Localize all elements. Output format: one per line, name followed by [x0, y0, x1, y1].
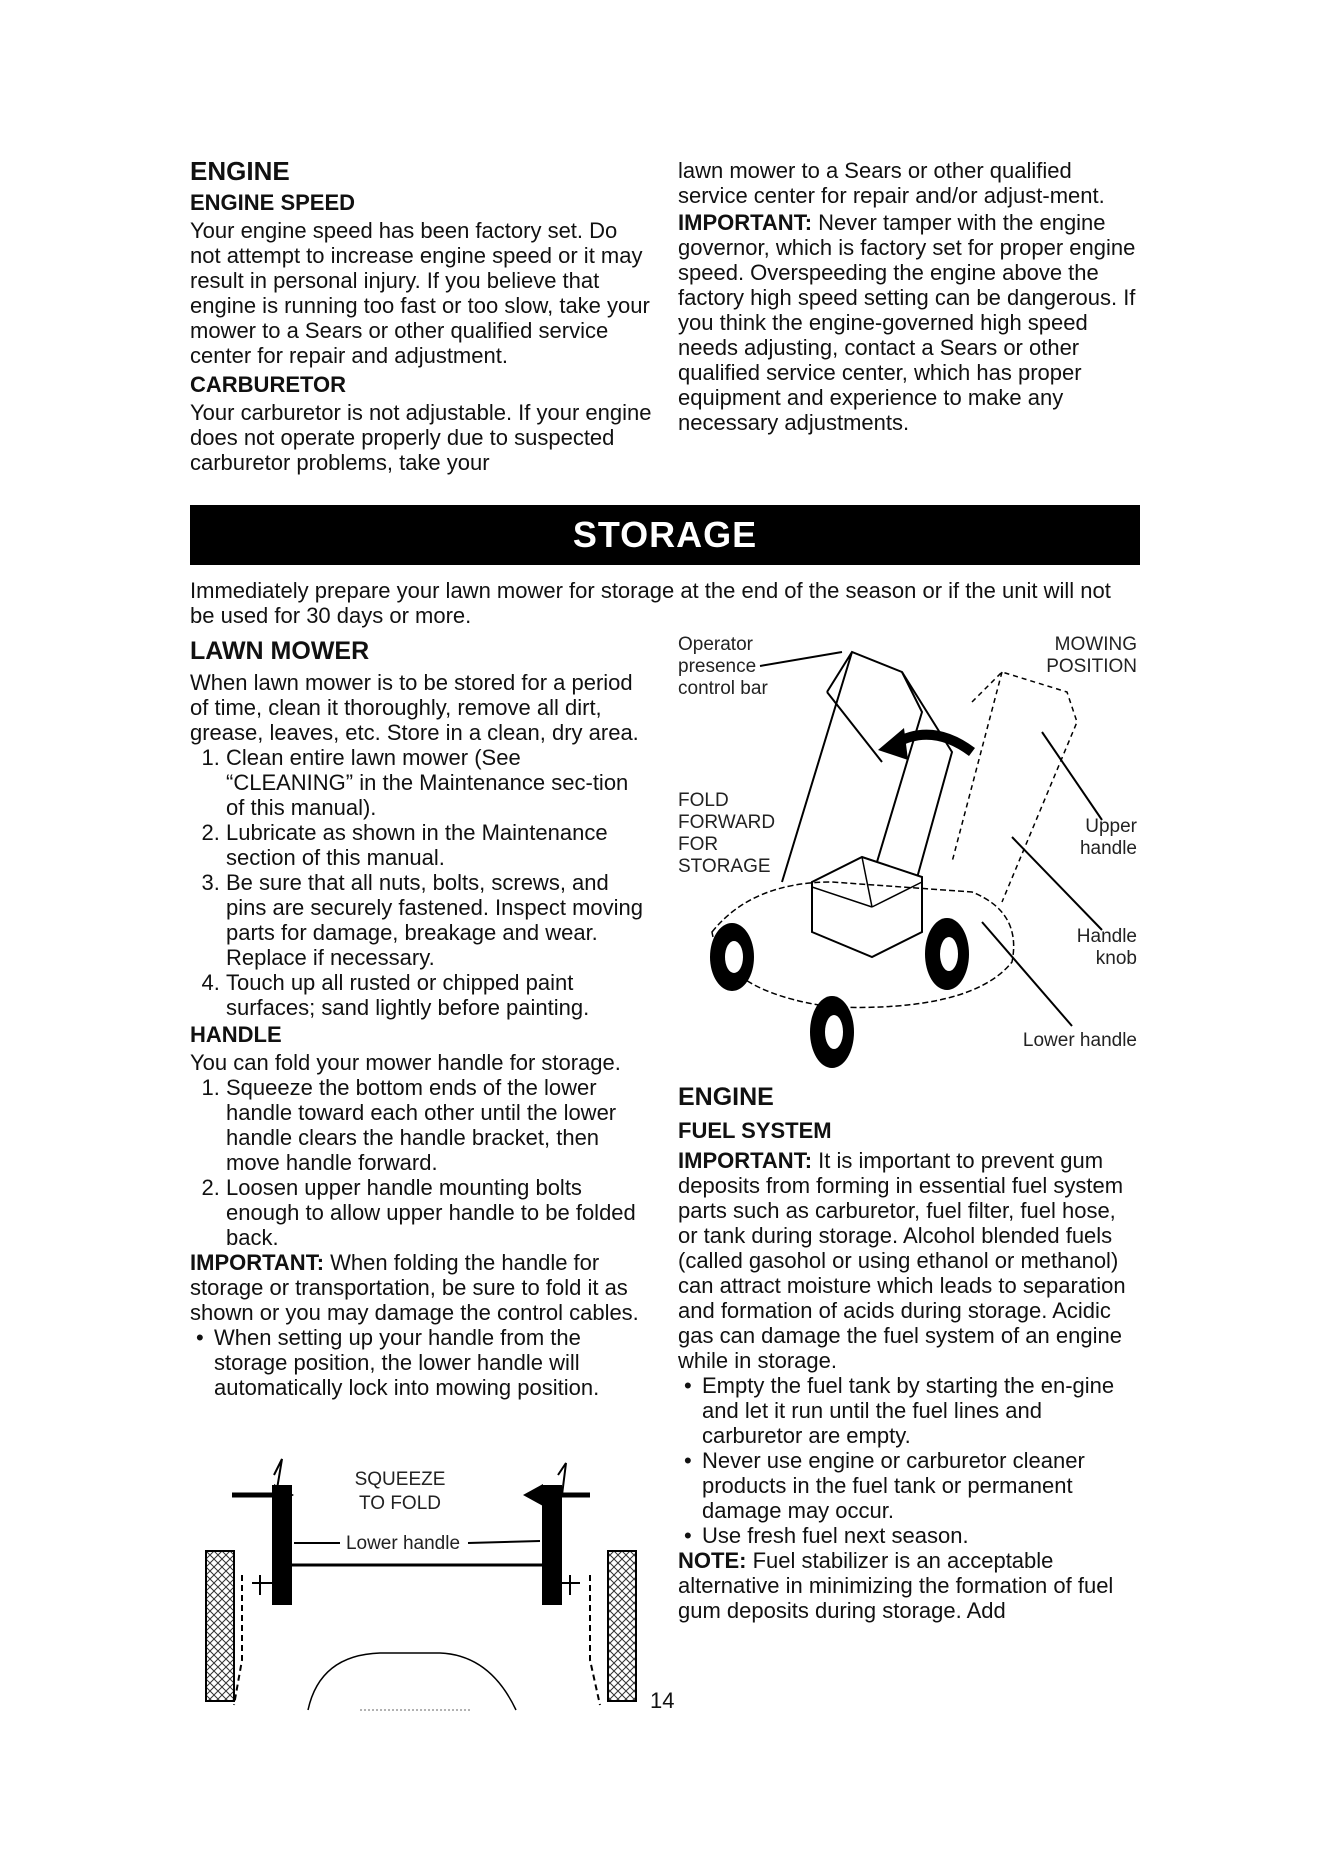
handle-bullet: • When setting up your handle from the storage position, the lower handle will automatically lock into mowing position. — [214, 1325, 652, 1400]
important-label: IMPORTANT: — [190, 1250, 325, 1275]
fold-label-2: FORWARD — [678, 812, 776, 833]
note-paragraph — [678, 1548, 1140, 1623]
carburetor-heading: CARBURETOR — [190, 372, 347, 397]
lawn-mower-step: 2. Lubricate as shown in the Maintenance section of this manual. — [226, 820, 652, 870]
fold-label-3: FOR — [678, 834, 719, 855]
storage-intro — [190, 578, 1140, 628]
operator-label-3: control bar — [678, 678, 768, 699]
page-number: 14 — [650, 1688, 675, 1713]
handle-text: You can fold your mower handle for storage. — [190, 1050, 621, 1075]
left-wheel — [206, 1551, 234, 1701]
engine-heading: ENGINE — [190, 156, 290, 186]
fuel-bullet: • Never use engine or carburetor cleaner products in the fuel tank or permanent damage may occur. — [702, 1448, 1140, 1523]
engine-speed-text: Your engine speed has been factory set. Do not attempt to increase engine speed or it may result in personal injury. If you believe that engine is running too fast or too slow, take your mower to a Sears or other qualified service center for repair and adjustment. — [190, 218, 650, 368]
handle-heading: HANDLE — [190, 1022, 282, 1047]
continued-text: lawn mower to a Sears or other qualified service center for repair and/or adjust-ment. — [678, 158, 1105, 208]
engine-storage-heading: ENGINE — [678, 1083, 774, 1111]
fuel-bullets — [678, 1373, 1140, 1548]
knob-label-1: Handle — [1076, 926, 1137, 947]
mowing-label-1: MOWING — [1054, 634, 1137, 655]
upper-handle-label-2: handle — [1079, 838, 1137, 859]
handle-bullets — [190, 1325, 652, 1400]
handle-fold-diagram — [672, 632, 1142, 1072]
squeeze-label-line2: TO FOLD — [359, 1493, 441, 1514]
storage-title: STORAGE — [572, 514, 758, 555]
lawn-mower-step: 4. Touch up all rusted or chipped paint surfaces; sand lightly before painting. — [226, 970, 652, 1020]
lawn-mower-step: 3. Be sure that all nuts, bolts, screws, and pins are securely fastened. Inspect moving parts for damage, breakage and wear. Replace if necessary. — [226, 870, 652, 970]
lawn-mower-text: When lawn mower is to be stored for a period of time, clean it thoroughly, remove all dirt, grease, leaves, etc. Store in a clean, dry area. — [190, 670, 639, 745]
right-wheel — [608, 1551, 636, 1701]
handle-step: 2. Loosen upper handle mounting bolts enough to allow upper handle to be folded back. — [226, 1175, 652, 1250]
fuel-bullet: • Empty the fuel tank by starting the en-gine and let it run until the fuel lines and carburetor are empty. — [702, 1373, 1140, 1448]
governor-important-paragraph — [678, 210, 1138, 435]
handle-important-paragraph — [190, 1250, 652, 1325]
engine-section — [190, 156, 652, 475]
lower-handle-label: Lower handle — [345, 1533, 461, 1554]
lawn-mower-storage-section — [190, 636, 652, 1400]
important-label: IMPORTANT: — [678, 1148, 813, 1173]
squeeze-label-line1: SQUEEZE — [354, 1469, 446, 1490]
fuel-important-paragraph — [678, 1148, 1140, 1373]
lawn-mower-heading: LAWN MOWER — [190, 637, 370, 665]
operator-label-2: presence — [678, 656, 757, 677]
lawn-mower-steps — [190, 745, 652, 1020]
lawn-mower-step: 1. Clean entire lawn mower (See “CLEANING” in the Maintenance sec-tion of this manual). — [226, 745, 652, 820]
squeeze-to-fold-diagram — [190, 1455, 650, 1715]
fuel-system-heading: FUEL SYSTEM — [678, 1118, 832, 1143]
fold-label-1: FOLD — [678, 790, 729, 811]
knob-label-2: knob — [1095, 948, 1137, 969]
engine-section-continued — [678, 158, 1138, 435]
storage-intro-text: Immediately prepare your lawn mower for storage at the end of the season or if the unit will not be used for 30 days or more. — [190, 578, 1111, 628]
carburetor-text: Your carburetor is not adjustable. If your engine does not operate properly due to suspected carburetor problems, take your — [190, 400, 652, 475]
operator-label-1: Operator — [678, 634, 753, 655]
upper-handle-label-1: Upper — [1085, 816, 1137, 837]
lower-handle-label: Lower handle — [1022, 1030, 1137, 1051]
governor-important-text: Never tamper with the engine governor, which is factory set for proper engine speed. Overspeeding the engine above the factory high speed setting can be dangerous. If you think the engine-governed high speed needs adjusting, contact a Sears or other qualified service center, which has proper equipment and experience to make any necessary adjustments. — [678, 210, 1136, 435]
fold-label-4: STORAGE — [678, 856, 771, 877]
engine-storage-section — [678, 1082, 1140, 1623]
note-text: Fuel stabilizer is an acceptable alternative in minimizing the formation of fuel gum deposits during storage. Add — [678, 1548, 1114, 1623]
fuel-important-text: It is important to prevent gum deposits from forming in essential fuel system parts such as carburetor, fuel filter, fuel hose, or tank during storage. Alcohol blended fuels (called gasohol or using ethanol or methanol) can attract moisture which leads to separation and formation of acids during storage. Acidic gas can damage the fuel system of an engine while in storage. — [678, 1148, 1126, 1373]
storage-banner — [190, 505, 1140, 565]
note-label: NOTE: — [678, 1548, 747, 1573]
engine-speed-heading: ENGINE SPEED — [190, 190, 356, 215]
handle-important-text: When folding the handle for storage or transportation, be sure to fold it as shown or you may damage the control cables. — [190, 1250, 639, 1325]
important-label: IMPORTANT: — [678, 210, 813, 235]
mowing-label-2: POSITION — [1046, 656, 1137, 677]
fuel-bullet: • Use fresh fuel next season. — [702, 1523, 1140, 1548]
handle-step: 1. Squeeze the bottom ends of the lower handle toward each other until the lower handle clears the handle bracket, then move handle forward. — [226, 1075, 652, 1175]
handle-steps — [190, 1075, 652, 1250]
